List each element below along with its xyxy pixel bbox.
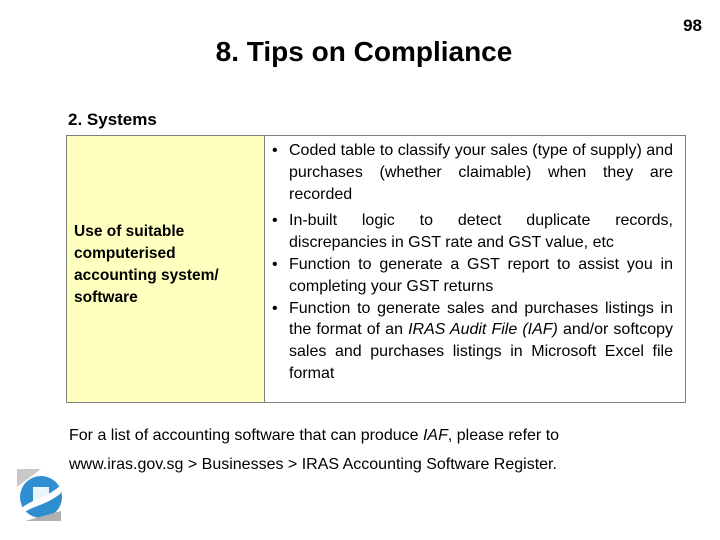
iras-logo-icon: [15, 465, 65, 530]
bullet-dot-icon: •: [272, 212, 278, 230]
bullet-dot-icon: •: [272, 299, 278, 317]
footer-italic: IAF: [422, 427, 448, 444]
page-number: 98: [683, 16, 702, 35]
label-cell: [67, 136, 265, 403]
bullet-dot-icon: •: [272, 142, 278, 159]
bullet-dot-icon: •: [272, 255, 278, 273]
table-label: Use of suitable computerised accounting system/ software: [74, 223, 219, 306]
compliance-table: [66, 135, 686, 403]
footer-line-1: For a list of accounting software that can produce IAF, please refer to: [69, 427, 560, 444]
bullet-item: • In-built logic to detect duplicate records, discrepancies in GST rate and GST value, etc: [272, 212, 673, 252]
bullet-item: • Function to generate a GST report to assist you in completing your GST returns: [272, 255, 673, 295]
footer-note: [69, 421, 669, 479]
bullet-list: [265, 140, 685, 385]
bullet-item: • Coded table to classify your sales (type of supply) and purchases (whether claimable) when they are recorded: [272, 142, 673, 203]
content-cell: [265, 136, 686, 403]
bullet-item: • Function to generate sales and purchases listings in the format of an IRAS Audit File (IAF) and/or softcopy sales and purchases listings in Microsoft Excel file format: [272, 299, 674, 382]
footer-line-2: www.iras.gov.sg > Businesses > IRAS Accounting Software Register.: [69, 456, 557, 473]
section-heading: 2. Systems: [68, 110, 157, 129]
slide-title: 8. Tips on Compliance: [215, 36, 513, 67]
